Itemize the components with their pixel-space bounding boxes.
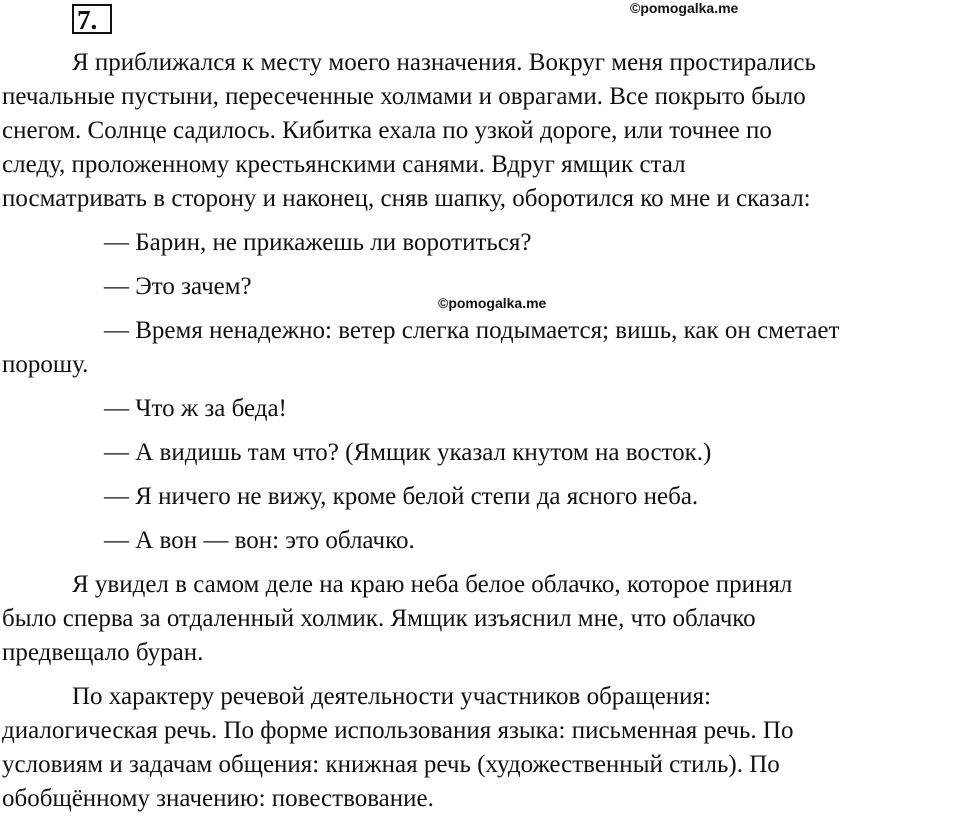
dialogue-line-4: — Что ж за беда! [104,395,287,422]
task-number: 7. [72,4,112,34]
dialogue-line-2: — Это зачем? [104,273,252,300]
dialogue-line-1: — Барин, не прикажешь ли воротиться? [104,229,532,256]
paragraph-cloud: Я увидел в самом деле на краю неба белое облачко, которое принял было сперва за отдаленный холмик. Ямщик изъяснил мне, что облачко предвещало буран. [2,571,793,666]
dialogue-line-3: — Время ненадежно: ветер слегка подымается; вишь, как он сметает порошу. [2,317,840,378]
dialogue-line-5: — А видишь там что? (Ямщик указал кнутом на восток.) [104,439,712,466]
document-text [0,46,960,816]
dialogue-line-6: — Я ничего не вижу, кроме белой степи да ясного неба. [104,483,699,510]
paragraph-intro: Я приближался к месту моего назначения. Вокруг меня простирались печальные пустыни, пересеченные холмами и оврагами. Все покрыто было снегом. Солнце садилось. Кибитка ехала по узкой дороге, или точнее по следу, проложенному крестьянскими санями. Вдруг ямщик стал посматривать в сторону и наконец, сняв шапку, оборотился ко мне и сказал: [2,49,816,212]
paragraph-analysis: По характеру речевой деятельности участников обращения: диалогическая речь. По форме использования языка: письменная речь. По условиям и задачам общения: книжная речь (художественный стиль). По обобщённому значению: повествование. [2,683,794,812]
dialogue-line-7: — А вон — вон: это облачко. [104,527,415,554]
watermark-middle: ©pomogalka.me [438,295,547,311]
watermark-top: ©pomogalka.me [630,0,739,16]
